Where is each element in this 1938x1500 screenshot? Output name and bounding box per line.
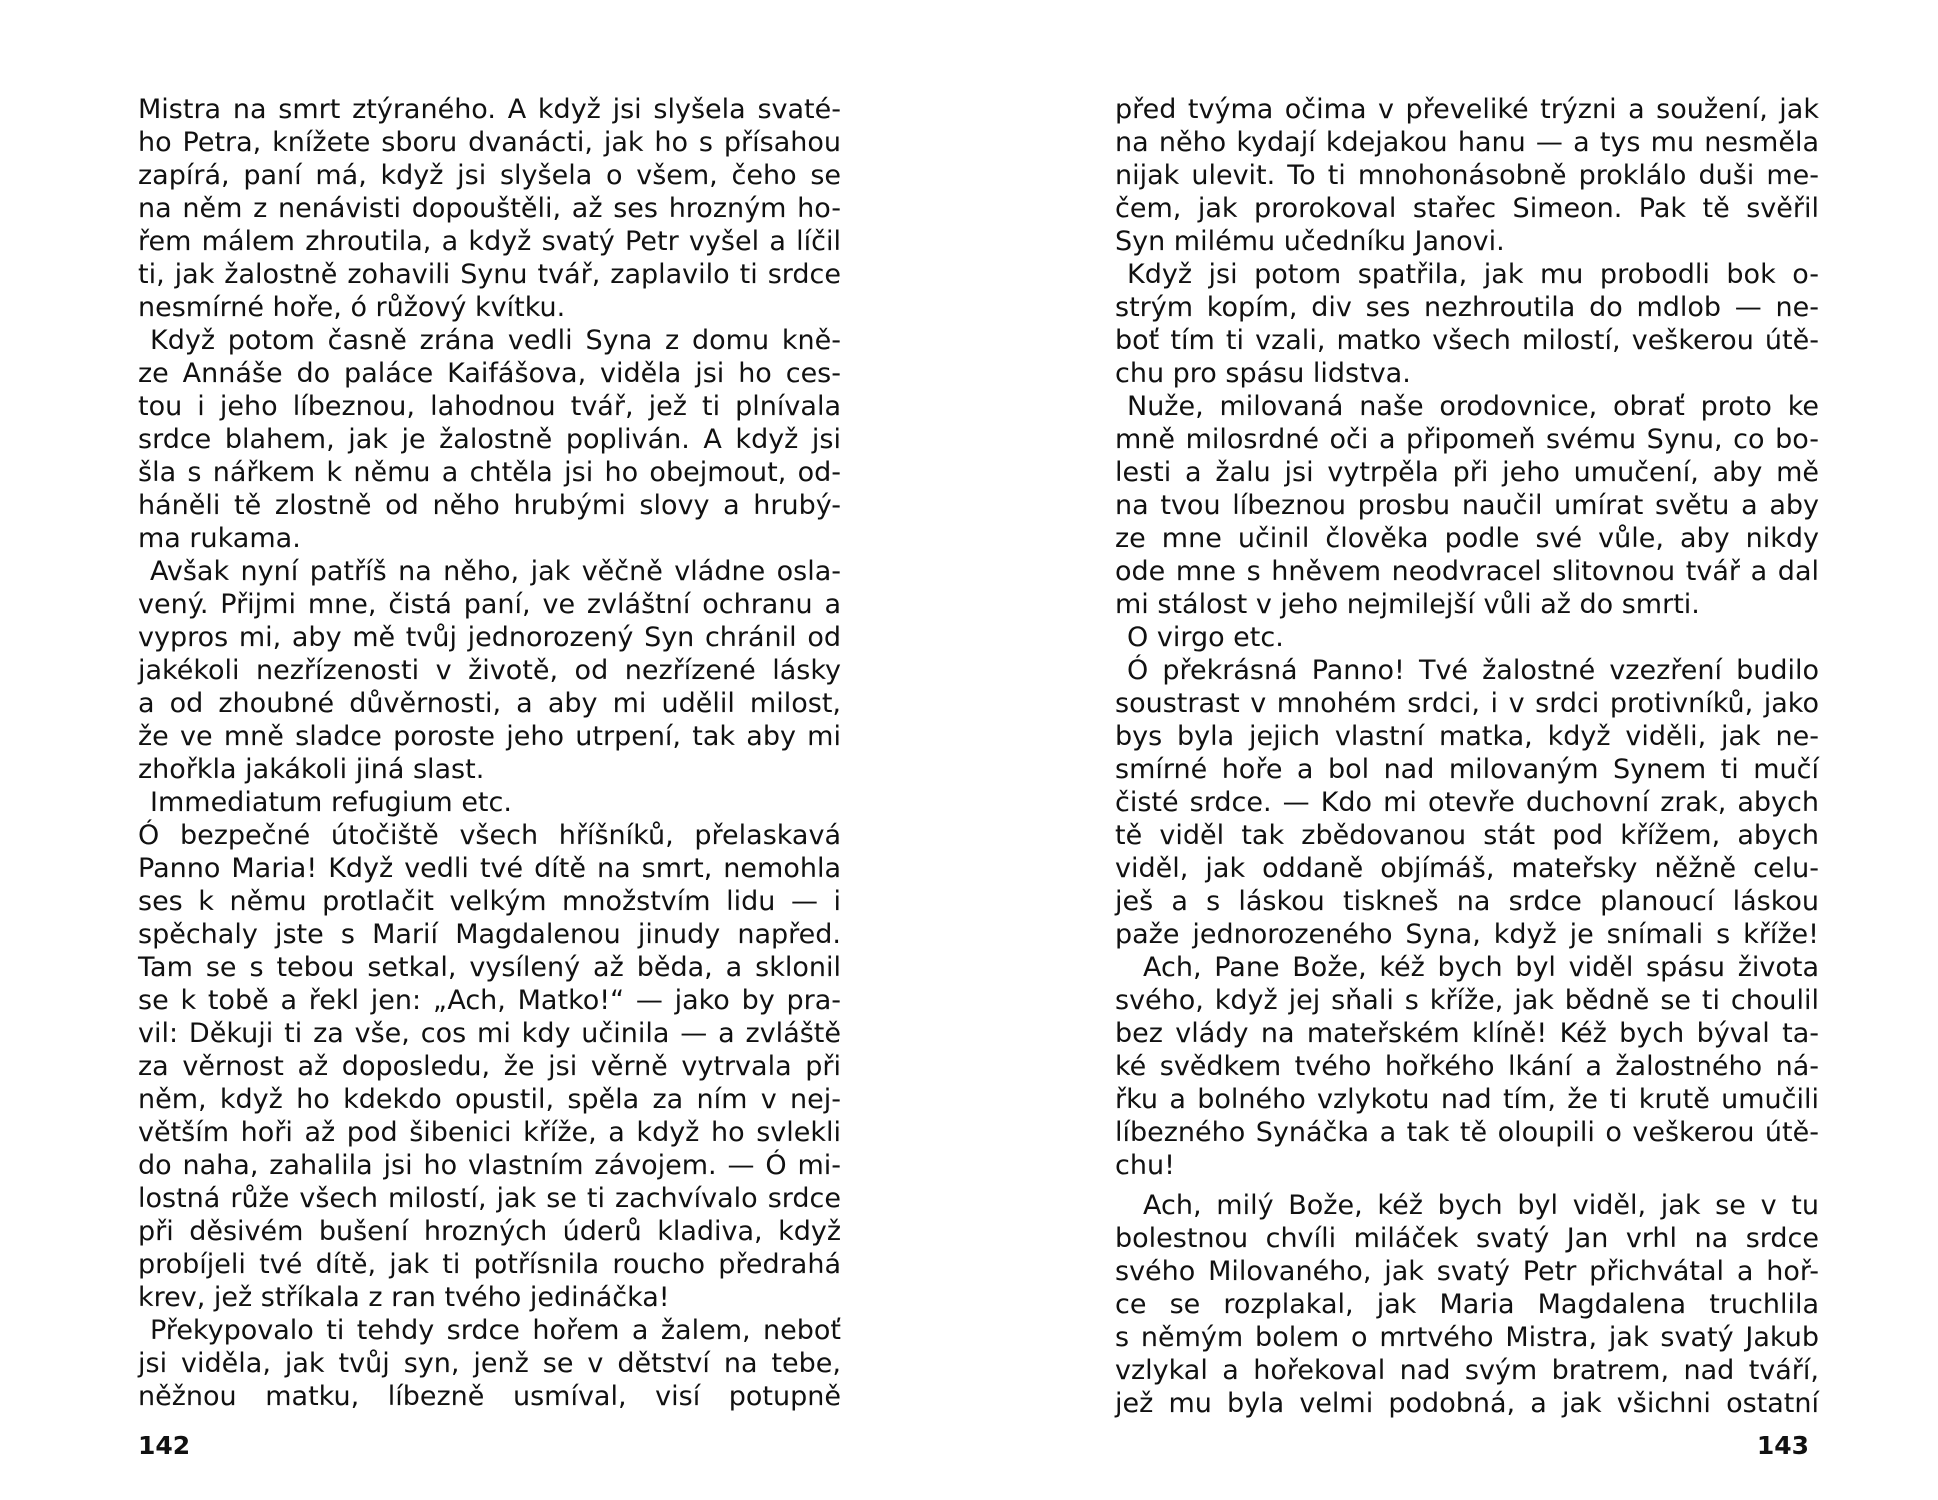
paragraph-first-line: Ó bezpečné útočiště všech hříšníků, přelaskavá (138, 820, 841, 851)
paragraph-first-line: Když potom časně zrána vedli Syna z domu kně- (150, 325, 841, 356)
text-line: tě viděl tak zbědovanou stát pod křížem, abych (1115, 820, 1819, 851)
latin-incipit: O virgo etc. (1127, 622, 1284, 653)
text-line: paže jednorozeného Syna, když je snímali s kříže! (1115, 919, 1819, 950)
text-line: ješ a s láskou tiskneš na srdce planoucí láskou (1115, 886, 1819, 917)
text-line: vypros mi, aby mě tvůj jednorozený Syn chránil od (138, 622, 841, 653)
paragraph-first-line: Nuže, milovaná naše orodovnice, obrať proto ke (1127, 391, 1819, 422)
text-line: probíjeli tvé dítě, jak ti potřísnila roucho předrahá (138, 1249, 841, 1280)
text-line: něžnou matku, líbezně usmíval, visí potupně (138, 1381, 841, 1412)
text-line: svého Milovaného, jak svatý Petr přichvátal a hoř- (1115, 1256, 1819, 1287)
text-line: mně milosrdné oči a připomeň svému Synu, co bo- (1115, 424, 1819, 455)
text-line: vil: Děkuji ti za vše, cos mi kdy učinila — a zvláště (138, 1018, 841, 1049)
text-line: Syn milému učedníku Janovi. (1115, 226, 1505, 257)
text-line: mi stálost v jeho nejmilejší vůli až do smrti. (1115, 589, 1700, 620)
text-line: bys byla jejich vlastní matka, když viděli, jak ne- (1115, 721, 1819, 752)
paragraph-first-line: Ach, milý Bože, kéž bych byl viděl, jak se v tu (1143, 1190, 1819, 1221)
right-page (969, 0, 1938, 1500)
text-line: krev, jež stříkala z ran tvého jedináčka! (138, 1282, 670, 1313)
text-line: líbezného Synáčka a tak tě oloupili o veškerou útě- (1115, 1117, 1819, 1148)
text-line: řku a bolného vzlykotu nad tím, že ti krutě umučili (1115, 1084, 1819, 1115)
text-line: nesmírné hoře, ó růžový kvítku. (138, 292, 566, 323)
text-line: ce se rozplakal, jak Maria Magdalena truchlila (1115, 1289, 1819, 1320)
text-line: bolestnou chvíli miláček svatý Jan vrhl na srdce (1115, 1223, 1819, 1254)
text-line: čem, jak prorokoval stařec Simeon. Pak tě svěřil (1115, 193, 1819, 224)
text-line: se k tobě a řekl jen: „Ach, Matko!“ — jako by pra- (138, 985, 841, 1016)
paragraph-first-line: Překypovalo ti tehdy srdce hořem a žalem, neboť (150, 1315, 841, 1346)
text-line: bez vlády na mateřském klíně! Kéž bych býval ta- (1115, 1018, 1819, 1049)
text-line: za věrnost až doposledu, že jsi věrně vytrvala při (138, 1051, 841, 1082)
text-line: soustrast v mnohém srdci, i v srdci protivníků, jako (1115, 688, 1819, 719)
text-line: jež mu byla velmi podobná, a jak všichni ostatní (1115, 1388, 1819, 1419)
paragraph-first-line: Ach, Pane Bože, kéž bych byl viděl spásu života (1143, 952, 1819, 983)
text-line: háněli tě zlostně od něho hrubými slovy a hrubý- (138, 490, 841, 521)
text-line: s němým bolem o mrtvého Mistra, jak svatý Jakub (1115, 1322, 1819, 1353)
text-line: tou i jeho líbeznou, lahodnou tvář, jež ti plnívala (138, 391, 841, 422)
text-line: na tvou líbeznou prosbu naučil umírat světu a aby (1115, 490, 1819, 521)
page-number: 142 (138, 1431, 191, 1460)
text-line: větším hoři až pod šibenici kříže, a když ho svlekli (138, 1117, 841, 1148)
text-line: čisté srdce. — Kdo mi otevře duchovní zrak, abych (1115, 787, 1819, 818)
text-line: ti, jak žalostně zohavili Synu tvář, zaplavilo ti srdce (138, 259, 841, 290)
text-line: při děsivém bušení hrozných úderů kladiva, když (138, 1216, 841, 1247)
text-line: jsi viděla, jak tvůj syn, jenž se v dětství na tebe, (138, 1348, 841, 1379)
text-line: Tam se s tebou setkal, vysílený až běda, a sklonil (138, 952, 841, 983)
text-line: šla s nářkem k němu a chtěla jsi ho obejmout, od- (138, 457, 841, 488)
text-line: ode mne s hněvem neodvracel slitovnou tvář a dal (1115, 556, 1819, 587)
text-line: vený. Přijmi mne, čistá paní, ve zvláštní ochranu a (138, 589, 841, 620)
text-line: a od zhoubné důvěrnosti, a aby mi udělil milost, (138, 688, 841, 719)
text-line: ze mne učinil člověka podle své vůle, aby nikdy (1115, 523, 1819, 554)
text-line: chu pro spásu lidstva. (1115, 358, 1411, 389)
text-line: lesti a žalu jsi vytrpěla při jeho umučení, aby mě (1115, 457, 1819, 488)
text-line: na něm z nenávisti dopouštěli, až ses hrozným ho- (138, 193, 841, 224)
text-line: ses k němu protlačit velkým množstvím lidu — i (138, 886, 841, 917)
text-line: chu! (1115, 1150, 1175, 1181)
text-line: boť tím ti vzali, matko všech milostí, veškerou útě- (1115, 325, 1819, 356)
text-line: vzlykal a hořekoval nad svým bratrem, nad tváří, (1115, 1355, 1819, 1386)
text-line: lostná růže všech milostí, jak se ti zachvívalo srdce (138, 1183, 841, 1214)
text-line: řem málem zhroutila, a když svatý Petr vyšel a líčil (138, 226, 841, 257)
text-line: zapírá, paní má, když jsi slyšela o všem, čeho se (138, 160, 841, 191)
text-line: viděl, jak oddaně objímáš, mateřsky něžně celu- (1115, 853, 1819, 884)
text-line: na něho kydají kdejakou hanu — a tys mu nesměla (1115, 127, 1819, 158)
text-line: Mistra na smrt ztýraného. A když jsi slyšela svaté- (138, 94, 841, 125)
text-line: před tvýma očima v převeliké trýzni a soužení, jak (1115, 94, 1819, 125)
text-line: do naha, zahalila jsi ho vlastním závojem. — Ó mi- (138, 1150, 841, 1181)
text-line: něm, když ho kdekdo opustil, spěla za ním v nej- (138, 1084, 841, 1115)
text-line: Panno Maria! Když vedli tvé dítě na smrt, nemohla (138, 853, 841, 884)
text-line: jakékoli nezřízenosti v životě, od nezřízené lásky (138, 655, 841, 686)
text-line: strým kopím, div ses nezhroutila do mdlob — ne- (1115, 292, 1819, 323)
text-line: spěchaly jste s Marií Magdalenou jinudy napřed. (138, 919, 841, 950)
text-line: ma rukama. (138, 523, 301, 554)
paragraph-first-line: Avšak nyní patříš na něho, jak věčně vládne osla- (150, 556, 841, 587)
text-line: zhořkla jakákoli jiná slast. (138, 754, 485, 785)
paragraph-first-line: Když jsi potom spatřila, jak mu probodli bok o- (1127, 259, 1819, 290)
text-line: nijak ulevit. To ti mnohonásobně proklálo duši me- (1115, 160, 1819, 191)
text-line: smírné hoře a bol nad milovaným Synem ti mučí (1115, 754, 1819, 785)
latin-incipit: Immediatum refugium etc. (150, 787, 512, 818)
text-line: svého, když jej sňali s kříže, jak bědně se ti choulil (1115, 985, 1819, 1016)
text-line: že ve mně sladce poroste jeho utrpení, tak aby mi (138, 721, 841, 752)
text-line: ho Petra, knížete sboru dvanácti, jak ho s přísahou (138, 127, 841, 158)
text-line: ze Annáše do paláce Kaifášova, viděla jsi ho ces- (138, 358, 841, 389)
paragraph-first-line: Ó překrásná Panno! Tvé žalostné vzezření budilo (1127, 655, 1819, 686)
text-line: srdce blahem, jak je žalostně popliván. A když jsi (138, 424, 841, 455)
page-number: 143 (1756, 1431, 1809, 1460)
text-line: ké svědkem tvého hořkého lkání a žalostného ná- (1115, 1051, 1819, 1082)
